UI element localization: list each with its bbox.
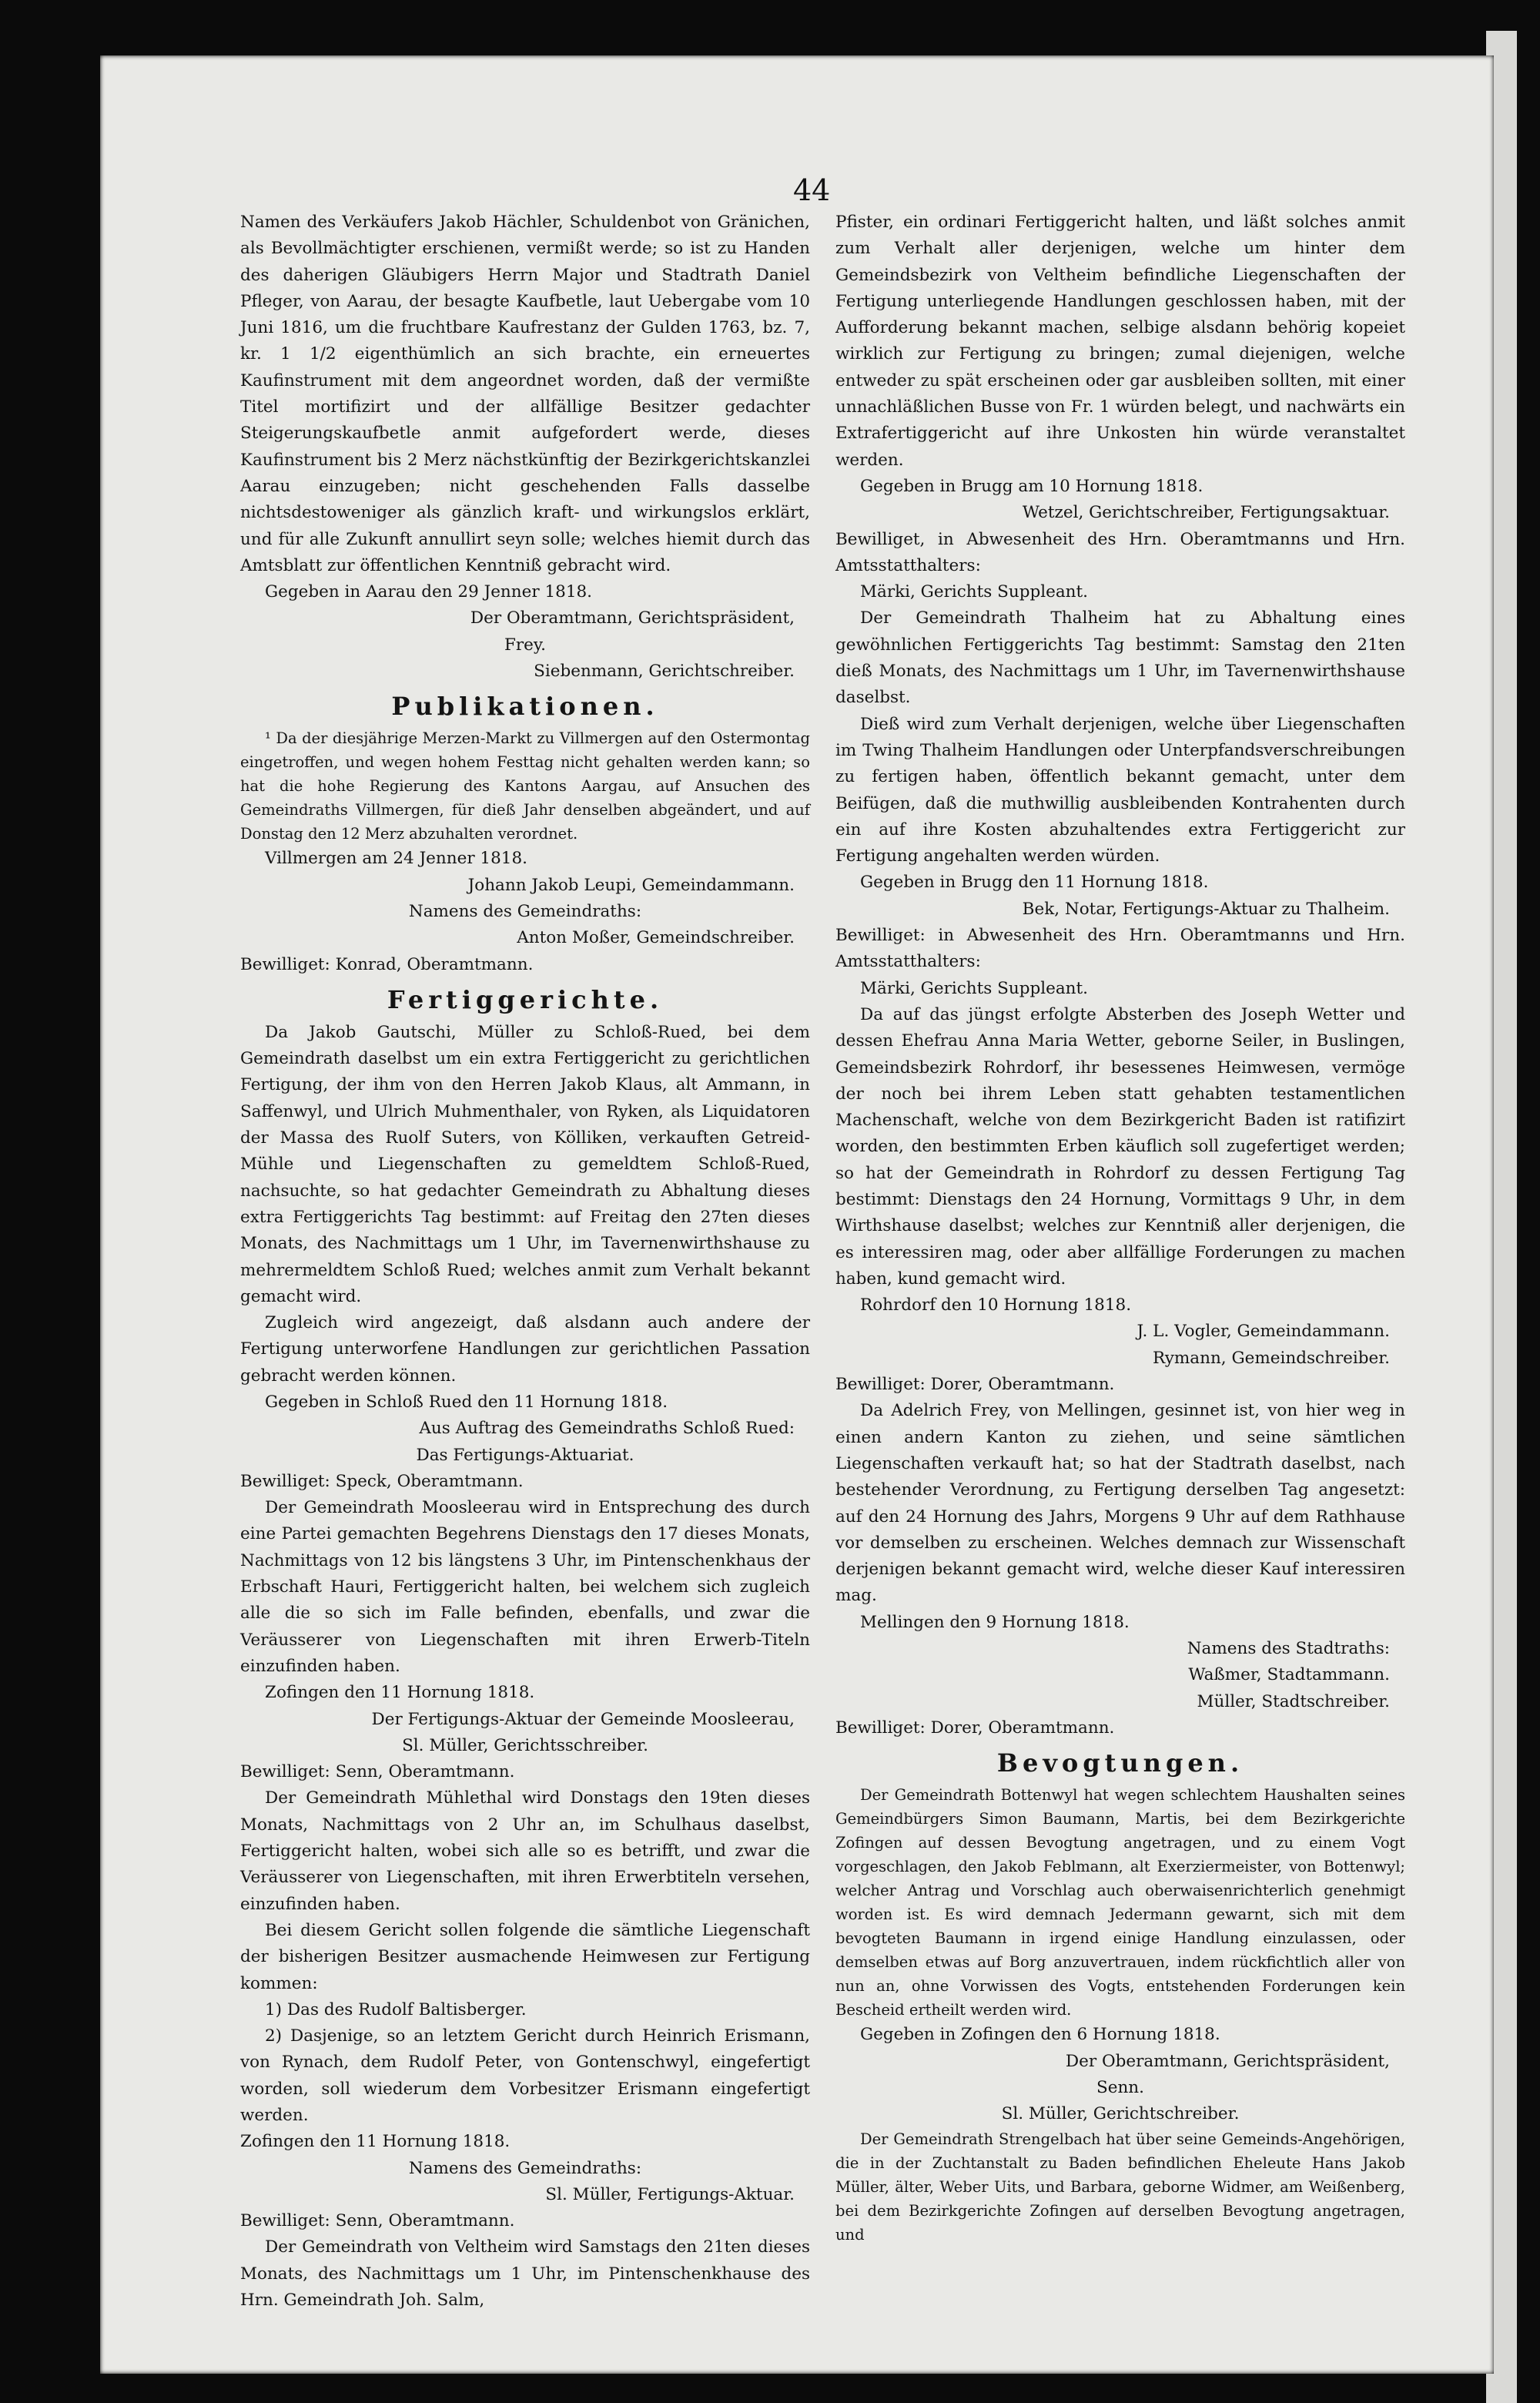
date-line: Mellingen den 9 Hornung 1818.: [860, 1612, 1130, 1632]
signature-line: Namens des Gemeindraths:: [408, 2158, 642, 2178]
signature-line: Bek, Notar, Fertigungs-Aktuar zu Thalheim.: [1022, 899, 1390, 919]
paragraph: Der Gemeindrath von Veltheim wird Samstags den 21ten dieses Monats, des Nachmittags um 1 Uhr, im Pintenschenkhause des Hrn. Gemeindrath Joh. Salm,: [240, 2237, 810, 2311]
date-line: Gegeben in Brugg den 11 Hornung 1818.: [860, 873, 1209, 893]
paragraph: Der Gemeindrath Moosleerau wird in Entsprechung des durch eine Partei gemachten Begehrens Dienstags den 17 dieses Monats, Nachmittags von 12 bis längstens 3 Uhr, im Pintenschenkhaus der Erbschaft Hauri, Fertiggericht halten, bei welchem sich zugleich alle die so sich im Falle befinden, ebenfalls, und zwar die Veräusserer von Liegenschaften mit ihren Erwerb-Titeln einzufinden haben.: [240, 1498, 810, 1676]
signature-line: Anton Moßer, Gemeindschreiber.: [517, 928, 795, 948]
signature-line: Namens des Stadtraths:: [1187, 1639, 1390, 1659]
approval-line: Bewilliget: in Abwesenheit des Hrn. Oberamtmanns und Hrn. Amtsstatthalters:: [835, 926, 1405, 972]
date-line: Gegeben in Schloß Rued den 11 Hornung 1818.: [265, 1392, 668, 1412]
approval-line: Bewilliget: Dorer, Oberamtmann.: [835, 1718, 1115, 1738]
approval-line: Bewilliget: Speck, Oberamtmann.: [240, 1471, 524, 1491]
section-heading-publikationen: Publikationen.: [391, 692, 659, 722]
signature-line: Waßmer, Stadtammann.: [1188, 1665, 1390, 1685]
paragraph: Zugleich wird angezeigt, daß alsdann auch andere der Fertigung unterworfene Handlungen zur gerichtlichen Passation gebracht werden können.: [240, 1313, 810, 1386]
signature-line: Johann Jakob Leupi, Gemeindammann.: [467, 875, 795, 895]
approval-line: Bewilliget: Dorer, Oberamtmann.: [835, 1375, 1115, 1395]
page-number: 44: [793, 173, 831, 207]
list-item: 1) Das des Rudolf Baltisberger.: [265, 1999, 527, 2019]
signature-line: Siebenmann, Gerichtschreiber.: [534, 662, 795, 682]
section-heading-fertiggerichte: Fertiggerichte.: [387, 984, 664, 1014]
signature-line: Rymann, Gemeindschreiber.: [1152, 1348, 1390, 1368]
signature-line: Sl. Müller, Gerichtsschreiber.: [402, 1735, 648, 1755]
approval-line: Bewilliget: Senn, Oberamtmann.: [240, 2211, 515, 2231]
signature-line: Müller, Stadtschreiber.: [1197, 1691, 1390, 1711]
paragraph: Pfister, ein ordinari Fertiggericht halten, und läßt solches anmit zum Verhalt aller derjenigen, welche um hinter dem Gemeindsbezirk von Veltheim befindliche Liegenschaften der Fertigung unterliegende Handlungen geschlossen haben, mit der Aufforderung bekannt machen, selbige alsdann behörig kopeiet wirklich zur Fertigung zu bringen; zumal diejenigen, welche entweder zu spät erscheinen oder gar ausbleiben sollten, mit einer unnachläßlichen Busse von Fr. 1 würden belegt, und nachwärts ein Extrafertiggericht auf ihre Unkosten hin würde veranstaltet werden.: [835, 213, 1405, 470]
paragraph: Bei diesem Gericht sollen folgende die sämtliche Liegenschaft der bisherigen Besitzer ausmachende Heimwesen zur Fertigung kommen:: [240, 1920, 810, 1993]
section-heading-bevogtungen: Bevogtungen.: [996, 1748, 1244, 1778]
date-line: Rohrdorf den 10 Hornung 1818.: [860, 1295, 1132, 1315]
date-line: Zofingen den 11 Hornung 1818.: [240, 2132, 511, 2152]
date-line: Villmergen am 24 Jenner 1818.: [265, 849, 527, 869]
paragraph: Der Gemeindrath Thalheim hat zu Abhaltung eines gewöhnlichen Fertiggerichts Tag bestimmt: Samstag den 21ten dieß Monats, des Nachmittags um 1 Uhr, im Tavernenwirthshause daselbst.: [835, 608, 1405, 708]
signature-line: Der Fertigungs-Aktuar der Gemeinde Moosleerau,: [371, 1709, 795, 1729]
signature-line: Märki, Gerichts Suppleant.: [860, 978, 1088, 998]
list-item: 2) Dasjenige, so an letztem Gericht durch Heinrich Erismann, von Rynach, dem Rudolf Peter, von Gontenschwyl, eingefertigt worden, soll wiederum dem Vorbesitzer Erismann eingefertigt werden.: [240, 2026, 810, 2125]
signature-line: Aus Auftrag des Gemeindraths Schloß Rued:: [419, 1419, 795, 1439]
signature-line: Das Fertigungs-Aktuariat.: [416, 1445, 634, 1465]
paragraph: Der Gemeindrath Strengelbach hat über seine Gemeinds-Angehörigen, die in der Zuchtanstalt zu Baden befindlichen Eheleute Hans Jakob Müller, älter, Weber Uits, und Barbara, geborne Widmer, am Weißenberg, bei dem Bezirkgerichte Zofingen auf derselben Bevogtung angetragen, und: [835, 2130, 1405, 2244]
date-line: Gegeben in Zofingen den 6 Hornung 1818.: [860, 2025, 1220, 2045]
signature-line: J. L. Vogler, Gemeindammann.: [1137, 1322, 1390, 1342]
date-line: Gegeben in Aarau den 29 Jenner 1818.: [265, 582, 593, 602]
signature-line: Wetzel, Gerichtschreiber, Fertigungsaktuar.: [1022, 503, 1390, 523]
signature-line: Der Oberamtmann, Gerichtspräsident,: [1065, 2051, 1390, 2071]
paragraph: Da auf das jüngst erfolgte Absterben des Joseph Wetter und dessen Ehefrau Anna Maria Wetter, geborne Seiler, in Buslingen, Gemeindsbezirk Rohrdorf, ihr besessenes Heimwesen, vermöge der noch bei ihrem Leben statt gehabten testamentlichen Machenschaft, welche von dem Bezirkgericht Baden ist ratifizirt worden, den bestimmten Erben käuflich soll zugefertiget werden; so hat der Gemeindrath in Rohrdorf zu dessen Fertigung Tag bestimmt: Dienstags den 24 Hornung, Vormittags 9 Uhr, in dem Wirthshause daselbst; welches zur Kenntniß aller derjenigen, die es interessiren mag, oder aber allfällige Forderungen zu machen haben, kund gemacht wird.: [835, 1004, 1405, 1289]
paragraph: Namen des Verkäufers Jakob Hächler, Schuldenbot von Gränichen, als Bevollmächtigter erschienen, vermißt werde; so ist zu Handen des daherigen Gläubigers Herrn Major und Stadtrath Daniel Pfleger, von Aarau, der besagte Kaufbetle, laut Uebergabe vom 10 Juni 1816, um die fruchtbare Kaufrestanz der Gulden 1763, bz. 7, kr. 1 1/2 eigenthümlich an sich brachte, ein erneuertes Kaufinstrument mit dem angeordnet worden, daß der vermißte Titel mortifizirt und der allfällige Besitzer gedachter Steigerungskaufbetle anmit aufgefordert werde, dieses Kaufinstrument bis 2 Merz nächstkünftig der Bezirkgerichtskanzlei Aarau einzugeben; nicht geschehenden Falls dasselbe nichtsdestoweniger als gänzlich kraft- und wirkungslos erklärt, und für alle Zukunft annullirt seyn solle; welches hiemit durch das Amtsblatt zur öffentlichen Kenntniß gebracht wird.: [240, 213, 810, 575]
signature-line: Sl. Müller, Fertigungs-Aktuar.: [545, 2184, 795, 2204]
date-line: Zofingen den 11 Hornung 1818.: [265, 1683, 535, 1703]
paragraph: Der Gemeindrath Mühlethal wird Donstags den 19ten dieses Monats, Nachmittags von 2 Uhr an, im Schulhaus daselbst, Fertiggericht halten, wobei sich alle so es betrifft, und zwar die Veräusserer von Liegenschaften, mit ihren Erwerbtiteln versehen, einzufinden haben.: [240, 1788, 810, 1914]
signature-line: Märki, Gerichts Suppleant.: [860, 582, 1088, 602]
paragraph: Der Gemeindrath Bottenwyl hat wegen schlechtem Haushalten seines Gemeindbürgers Simon Baumann, Martis, bei dem Bezirkgerichte Zofingen auf dessen Bevogtung angetragen, und zu einem Vogt vorgeschlagen, den Jakob Feblmann, alt Exerziermeister, von Bottenwyl; welcher Antrag und Vorschlag auch oberwaisenrichterlich genehmigt worden ist. Es wird demnach Jedermann gewarnt, sich mit dem bevogteten Baumann in irgend einige Handlung einzulassen, oder demselben etwas auf Borg anzuvertrauen, indem rückfichtlich aller von nun an, ohne Vorwissen des Vogts, entstehenden Forderungen kein Bescheid ertheilt werden wird.: [835, 1786, 1405, 2019]
date-line: Gegeben in Brugg am 10 Hornung 1818.: [860, 476, 1204, 496]
approval-line: Bewilliget, in Abwesenheit des Hrn. Oberamtmanns und Hrn. Amtsstatthalters:: [835, 529, 1405, 575]
signature-line: Namens des Gemeindraths:: [408, 901, 642, 921]
signature-name: Senn.: [1096, 2077, 1144, 2097]
signature-line: Der Oberamtmann, Gerichtspräsident,: [470, 608, 795, 628]
approval-line: Bewilliget: Konrad, Oberamtmann.: [240, 954, 534, 974]
signature-name: Frey.: [504, 635, 547, 655]
signature-line: Sl. Müller, Gerichtschreiber.: [1001, 2104, 1240, 2124]
paragraph: Da Jakob Gautschi, Müller zu Schloß-Rued, bei dem Gemeindrath daselbst um ein extra Fertiggericht zu gerichtlichen Fertigung, der ihm von den Herren Jakob Klaus, alt Ammann, in Saffenwyl, und Ulrich Muhmenthaler, von Ryken, als Liquidatoren der Massa des Ruolf Suters, von Kölliken, verkauften Getreid-Mühle und Liegenschaften zu gemeldtem Schloß-Rued, nachsuchte, so hat gedachter Gemeindrath zu Abhaltung dieses extra Fertiggerichts Tag bestimmt: auf Freitag den 27ten dieses Monats, des Nachmittags um 1 Uhr, im Tavernenwirthshause zu mehrermeldtem Schloß Rued; welches anmit zum Verhalt bekannt gemacht wird.: [240, 1022, 810, 1306]
left-column: [240, 209, 810, 2311]
paragraph: ¹ Da der diesjährige Merzen-Markt zu Villmergen auf den Ostermontag eingetroffen, und wegen hohem Festtag nicht gehalten werden kann; so hat die hohe Regierung des Kantons Aargau, auf Ansuchen des Gemeindraths Villmergen, für dieß Jahr denselben abgeändert, und auf Donstag den 12 Merz abzuhalten verordnet.: [240, 729, 810, 843]
paragraph: Dieß wird zum Verhalt derjenigen, welche über Liegenschaften im Twing Thalheim Handlungen oder Unterpfandsverschreibungen zu fertigen haben, öffentlich bekannt gemacht, unter dem Beifügen, daß die muthwillig ausbleibenden Kontrahenten durch ein auf ihre Kosten abzuhaltendes extra Fertiggericht zur Fertigung angehalten werden würden.: [835, 714, 1405, 866]
approval-line: Bewilliget: Senn, Oberamtmann.: [240, 1762, 515, 1782]
right-column: [835, 209, 1405, 2244]
paragraph: Da Adelrich Frey, von Mellingen, gesinnet ist, von hier weg in einen andern Kanton zu ziehen, und seine sämtlichen Liegenschaften verkauft hat; so hat der Stadtrath daselbst, nach bestehender Verordnung, zu Fertigung derselben Tag angesetzt: auf den 24 Hornung des Jahrs, Morgens 9 Uhr auf dem Rathhause vor demselben zu erscheinen. Welches demnach zur Wissenschaft derjenigen bekannt gemacht wird, welche dieser Kauf interessiren mag.: [835, 1401, 1405, 1606]
